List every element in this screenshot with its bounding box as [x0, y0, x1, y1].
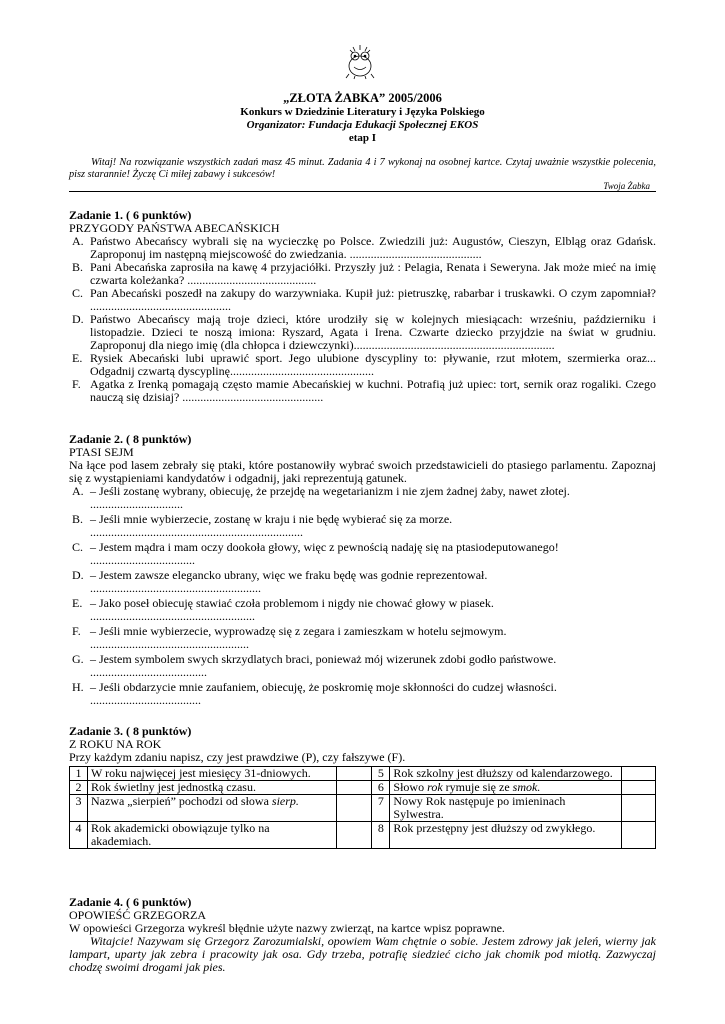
answer-line[interactable]: ....................................................... — [90, 609, 255, 623]
item-text: – Jako poseł obiecuję stawiać czoła problemom i nigdy nie chować głowy w piasek. — [90, 596, 494, 610]
task-2-intro: Na łące pod lasem zebrały się ptaki, które postanowiły wybrać swoich przedstawicieli do ptasiego parlamentu. Zapoznaj się z wystąpieniami kandydatów i odgadnij, jaki reprezentują gatunek. — [69, 458, 656, 485]
task-2-list — [69, 485, 656, 707]
row-number: 2 — [70, 781, 88, 795]
row-number: 6 — [372, 781, 390, 795]
task-3-instruction: Przy każdym zdaniu napisz, czy jest prawdziwe (P), czy fałszywe (F). — [69, 750, 406, 764]
statement: Rok szkolny jest dłuższy od kalendarzowego. — [390, 767, 622, 781]
task-3 — [69, 725, 656, 764]
divider — [69, 191, 656, 192]
item-letter: G. — [72, 652, 84, 666]
task-4-title: Zadanie 4. ( 6 punktów) — [69, 895, 192, 909]
statement-text: Nazwa „sierpień” pochodzi od słowa — [90, 794, 272, 808]
answer-cell[interactable] — [622, 781, 656, 795]
answer-line[interactable]: ....................................................................... — [90, 525, 303, 539]
task-1 — [69, 209, 656, 404]
stage: etap I — [348, 132, 377, 144]
row-number: 3 — [70, 795, 88, 822]
list-item — [69, 625, 656, 651]
task-2-name: PTASI SEJM — [69, 445, 134, 459]
item-letter: E. — [72, 596, 83, 610]
list-item — [69, 569, 656, 595]
contest-name: Konkurs w Dziedzinie Literatury i Języka Polskiego — [240, 106, 485, 118]
signature: Twoja Żabka — [603, 181, 650, 191]
task-1-title: Zadanie 1. ( 6 punktów) — [69, 208, 192, 222]
table-row — [70, 767, 656, 781]
list-item — [69, 681, 656, 707]
item-letter: A. — [72, 484, 84, 498]
task-2-title: Zadanie 2. ( 8 punktów) — [69, 432, 192, 446]
item-text: Pani Abecańska zaprosiła na kawę 4 przyjaciółki. Przyszły już : Pelagia, Renata i Seweryna. Jak może mieć na imię czwarta koleżanka? ........................................... — [90, 260, 656, 287]
answer-cell[interactable] — [622, 822, 656, 849]
frog-logo — [343, 44, 377, 80]
list-item — [69, 235, 656, 261]
task-4 — [69, 896, 656, 974]
row-number: 5 — [372, 767, 390, 781]
task-3-name: Z ROKU NA ROK — [69, 737, 162, 751]
list-item — [69, 287, 656, 313]
statement-text: rymuje się ze — [442, 780, 513, 794]
table-row — [70, 822, 656, 849]
intro-text: Witaj! Na rozwiązanie wszystkich zadań masz 45 minut. Zadania 4 i 7 wykonaj na osobnej kartce. Czytaj uważnie wszystkie polecenia, pisz starannie! Życzę Ci miłej zabawy i sukcesów! — [69, 157, 656, 180]
row-number: 8 — [372, 822, 390, 849]
list-item — [69, 541, 656, 567]
item-letter: A. — [72, 234, 84, 248]
answer-line[interactable]: ....................................... — [90, 665, 207, 679]
task-1-list — [69, 235, 656, 404]
list-item — [69, 313, 656, 352]
item-text: – Jestem symbolem swych skrzydlatych braci, ponieważ mój wizerunek zdobi godło państwowe. — [90, 652, 557, 666]
item-text: Państwo Abecańscy wybrali się na wycieczkę po Polsce. Zwiedzili już: Augustów, Cieszyn, Elbląg oraz Gdańsk. Zaproponuj im następną miejscowość do zwiedzania. ............................................ — [90, 234, 656, 261]
item-text: – Jeśli obdarzycie mnie zaufaniem, obiecuję, że poskromię moje skłonności do cudzej własności. — [90, 680, 557, 694]
item-letter: B. — [72, 260, 84, 274]
answer-line[interactable]: ................................... — [90, 553, 195, 567]
list-item — [69, 378, 656, 404]
item-text: – Jeśli mnie wybierzecie, wyprowadzę się z zegara i zamieszkam w hotelu sejmowym. — [90, 624, 507, 638]
statement-text: Słowo — [393, 780, 428, 794]
answer-cell[interactable] — [336, 781, 372, 795]
table-row — [70, 781, 656, 795]
task-3-title: Zadanie 3. ( 8 punktów) — [69, 724, 192, 738]
statement-emphasis: rok — [427, 780, 443, 794]
row-number: 1 — [70, 767, 88, 781]
item-text: – Jestem zawsze elegancko ubrany, więc we fraku będę was godnie reprezentował. — [90, 568, 488, 582]
list-item — [69, 513, 656, 539]
item-text: Pan Abecański poszedł na zakupy do warzywniaka. Kupił już: pietruszkę, rabarbar i truskawki. O czym zapomniał? ............................................... — [90, 286, 656, 313]
answer-line[interactable]: ..................................................... — [90, 637, 249, 651]
statement-emphasis: sierp. — [271, 794, 299, 808]
statement: Rok przestępny jest dłuższy od zwykłego. — [390, 822, 622, 849]
statement: Rok świetlny jest jednostką czasu. — [87, 781, 336, 795]
item-letter: H. — [72, 680, 84, 694]
item-text: – Jestem mądra i mam oczy dookoła głowy, więc z pewnością nadaję się na ptasiodeputowanego! — [90, 540, 559, 554]
item-text: Agatka z Irenką pomagają często mamie Abecańskiej w kuchni. Potrafią już upiec: tort, sernik oraz rogaliki. Czego nauczą się dzisiaj? ............................................... — [90, 377, 656, 404]
item-letter: D. — [72, 312, 84, 326]
answer-line[interactable]: ..................................... — [90, 693, 201, 707]
answer-cell[interactable] — [336, 795, 372, 822]
answer-cell[interactable] — [336, 767, 372, 781]
list-item — [69, 597, 656, 623]
answer-line[interactable]: ......................................................... — [90, 581, 261, 595]
task-4-name: OPOWIEŚĆ GRZEGORZA — [69, 908, 206, 922]
list-item — [69, 653, 656, 679]
statement — [390, 781, 622, 795]
item-letter: B. — [72, 512, 84, 526]
item-text: – Jeśli mnie wybierzecie, zostanę w kraju i nie będę wybierać się za morze. — [90, 512, 453, 526]
row-number: 4 — [70, 822, 88, 849]
statement: Rok akademicki obowiązuje tylko na akademiach. — [87, 822, 336, 849]
answer-cell[interactable] — [622, 795, 656, 822]
item-letter: F. — [72, 377, 81, 391]
task-4-instruction: W opowieści Grzegorza wykreśl błędnie użyte nazwy zwierząt, na kartce wpisz poprawne. — [69, 921, 505, 935]
answer-cell[interactable] — [622, 767, 656, 781]
answer-cell[interactable] — [336, 822, 372, 849]
task-1-name: PRZYGODY PAŃSTWA ABECAŃSKICH — [69, 221, 280, 235]
table-row — [70, 795, 656, 822]
item-letter: F. — [72, 624, 81, 638]
item-letter: C. — [72, 286, 84, 300]
item-text: – Jeśli zostanę wybrany, obiecuję, że przejdę na wegetarianizm i nie zjem żadnej żaby, nawet złotej. — [90, 484, 570, 498]
list-item — [69, 485, 656, 511]
item-letter: C. — [72, 540, 84, 554]
organizer: Organizator: Fundacja Edukacji Społecznej EKOS — [246, 119, 479, 131]
answer-line[interactable]: ............................... — [90, 497, 183, 511]
statement — [87, 795, 336, 822]
list-item — [69, 352, 656, 378]
statement: W roku najwięcej jest miesięcy 31-dniowych. — [87, 767, 336, 781]
page-title: „ZŁOTA ŻABKA” 2005/2006 — [283, 91, 442, 105]
item-text: Rysiek Abecański lubi uprawić sport. Jego ulubione dyscypliny to: pływanie, rzut młotem, szermierka oraz... Odgadnij czwartą dyscyplinę................................................ — [90, 351, 656, 378]
item-text: Państwo Abecańscy mają troje dzieci, które urodziły się w kolejnych miesiącach: wrześniu, październiku i listopadzie. Dzieci te noszą imiona: Ryszard, Agata i Irena. Czwarte dziecko przyjdzie na świat w grudniu. Zaproponuj dla niego imię (dla chłopca i dziewczynki)................................................................... — [90, 312, 656, 352]
row-number: 7 — [372, 795, 390, 822]
statement: Nowy Rok następuje po imieninach Sylwestra. — [390, 795, 622, 822]
true-false-table — [69, 766, 656, 849]
task-2 — [69, 433, 656, 709]
list-item — [69, 261, 656, 287]
item-letter: E. — [72, 351, 83, 365]
item-letter: D. — [72, 568, 84, 582]
statement-emphasis: smok. — [512, 780, 541, 794]
task-4-story: Witajcie! Nazywam się Grzegorz Zarozumialski, opowiem Wam chętnie o sobie. Jestem zdrowy jak jeleń, wierny jak lampart, uparty jak zebra i pracowity jak osa. Gdy trzeba, potrafię siedzieć cicho jak chomik pod miotłą. Zazwyczaj chodzę swoimi drogami jak pies. — [69, 934, 656, 974]
